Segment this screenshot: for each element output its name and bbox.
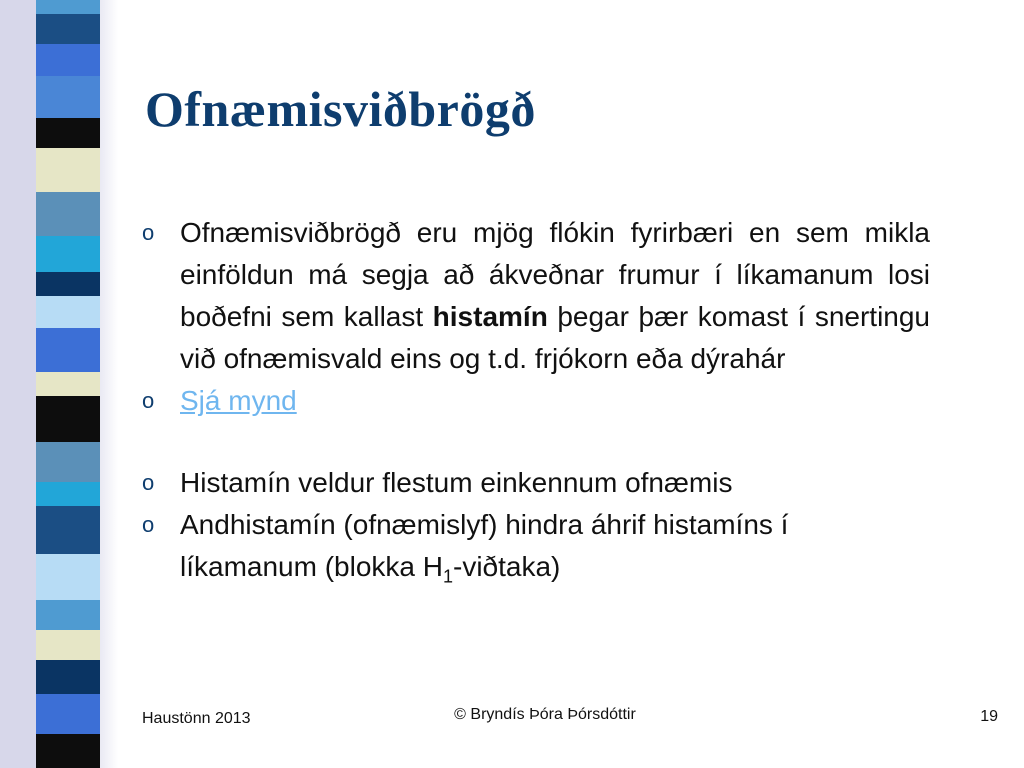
bullet-item (140, 462, 930, 504)
circle-bullet-icon: o (142, 388, 155, 413)
stripe-shade (0, 0, 36, 768)
slide-title: Ofnæmisviðbrögð (145, 81, 536, 137)
stripe-segment (36, 272, 100, 296)
list-spacer (140, 422, 930, 462)
bullet-list (140, 212, 930, 588)
bullet-item (140, 212, 930, 380)
stripe-segment (36, 372, 100, 396)
stripe-segment (36, 76, 100, 118)
stripe-segment (36, 148, 100, 192)
stripe-segment (36, 554, 100, 600)
stripe-segment (36, 630, 100, 660)
stripe-segment (36, 694, 100, 734)
stripe-segment (36, 734, 100, 768)
stripe-segment (36, 236, 100, 272)
stripe-segment (36, 118, 100, 148)
stripe-segment (36, 396, 100, 442)
stripe-segment (36, 44, 100, 76)
bullet-text: -viðtaka) (453, 551, 561, 582)
stripe-segment (36, 482, 100, 506)
bullet-item (140, 380, 930, 422)
stripe-segment (36, 660, 100, 694)
subscript: 1 (442, 566, 453, 587)
decorative-stripe-bar (0, 0, 118, 768)
circle-bullet-icon: o (142, 220, 155, 245)
stripe-segment (36, 0, 100, 14)
page-number: 19 (980, 708, 998, 725)
see-image-link[interactable]: Sjá mynd (180, 385, 297, 416)
bullet-item (140, 504, 930, 588)
bullet-text: þegar þær komast í snertingu við ofnæmisvald eins og t.d. frjókorn eða dýrahár (180, 301, 930, 374)
circle-bullet-icon: o (142, 470, 155, 495)
bullet-text: Ofnæmisviðbrögð eru mjög flókin fyrirbæri en sem mikla einföldun má segja að ákveðnar frumur í líkamanum losi boðefni sem kallast (180, 217, 930, 332)
stripe-segment (36, 14, 100, 44)
stripe-segment (36, 442, 100, 482)
bullet-text: Histamín veldur flestum einkennum ofnæmis (180, 467, 733, 498)
stripe-segment (36, 328, 100, 372)
stripe-segment (36, 296, 100, 328)
stripe-segment (36, 506, 100, 554)
circle-bullet-icon: o (142, 512, 155, 537)
footer-date: Haustönn 2013 (142, 710, 251, 727)
bullet-bold-term: histamín (432, 301, 548, 332)
stripe-segment (36, 600, 100, 630)
stripe-fade (100, 0, 118, 768)
footer-author: © Bryndís Þóra Þórsdóttir (454, 706, 636, 723)
bullet-text: Andhistamín (ofnæmislyf) hindra áhrif histamíns í líkamanum (blokka H (180, 509, 789, 582)
stripe-segment (36, 192, 100, 236)
